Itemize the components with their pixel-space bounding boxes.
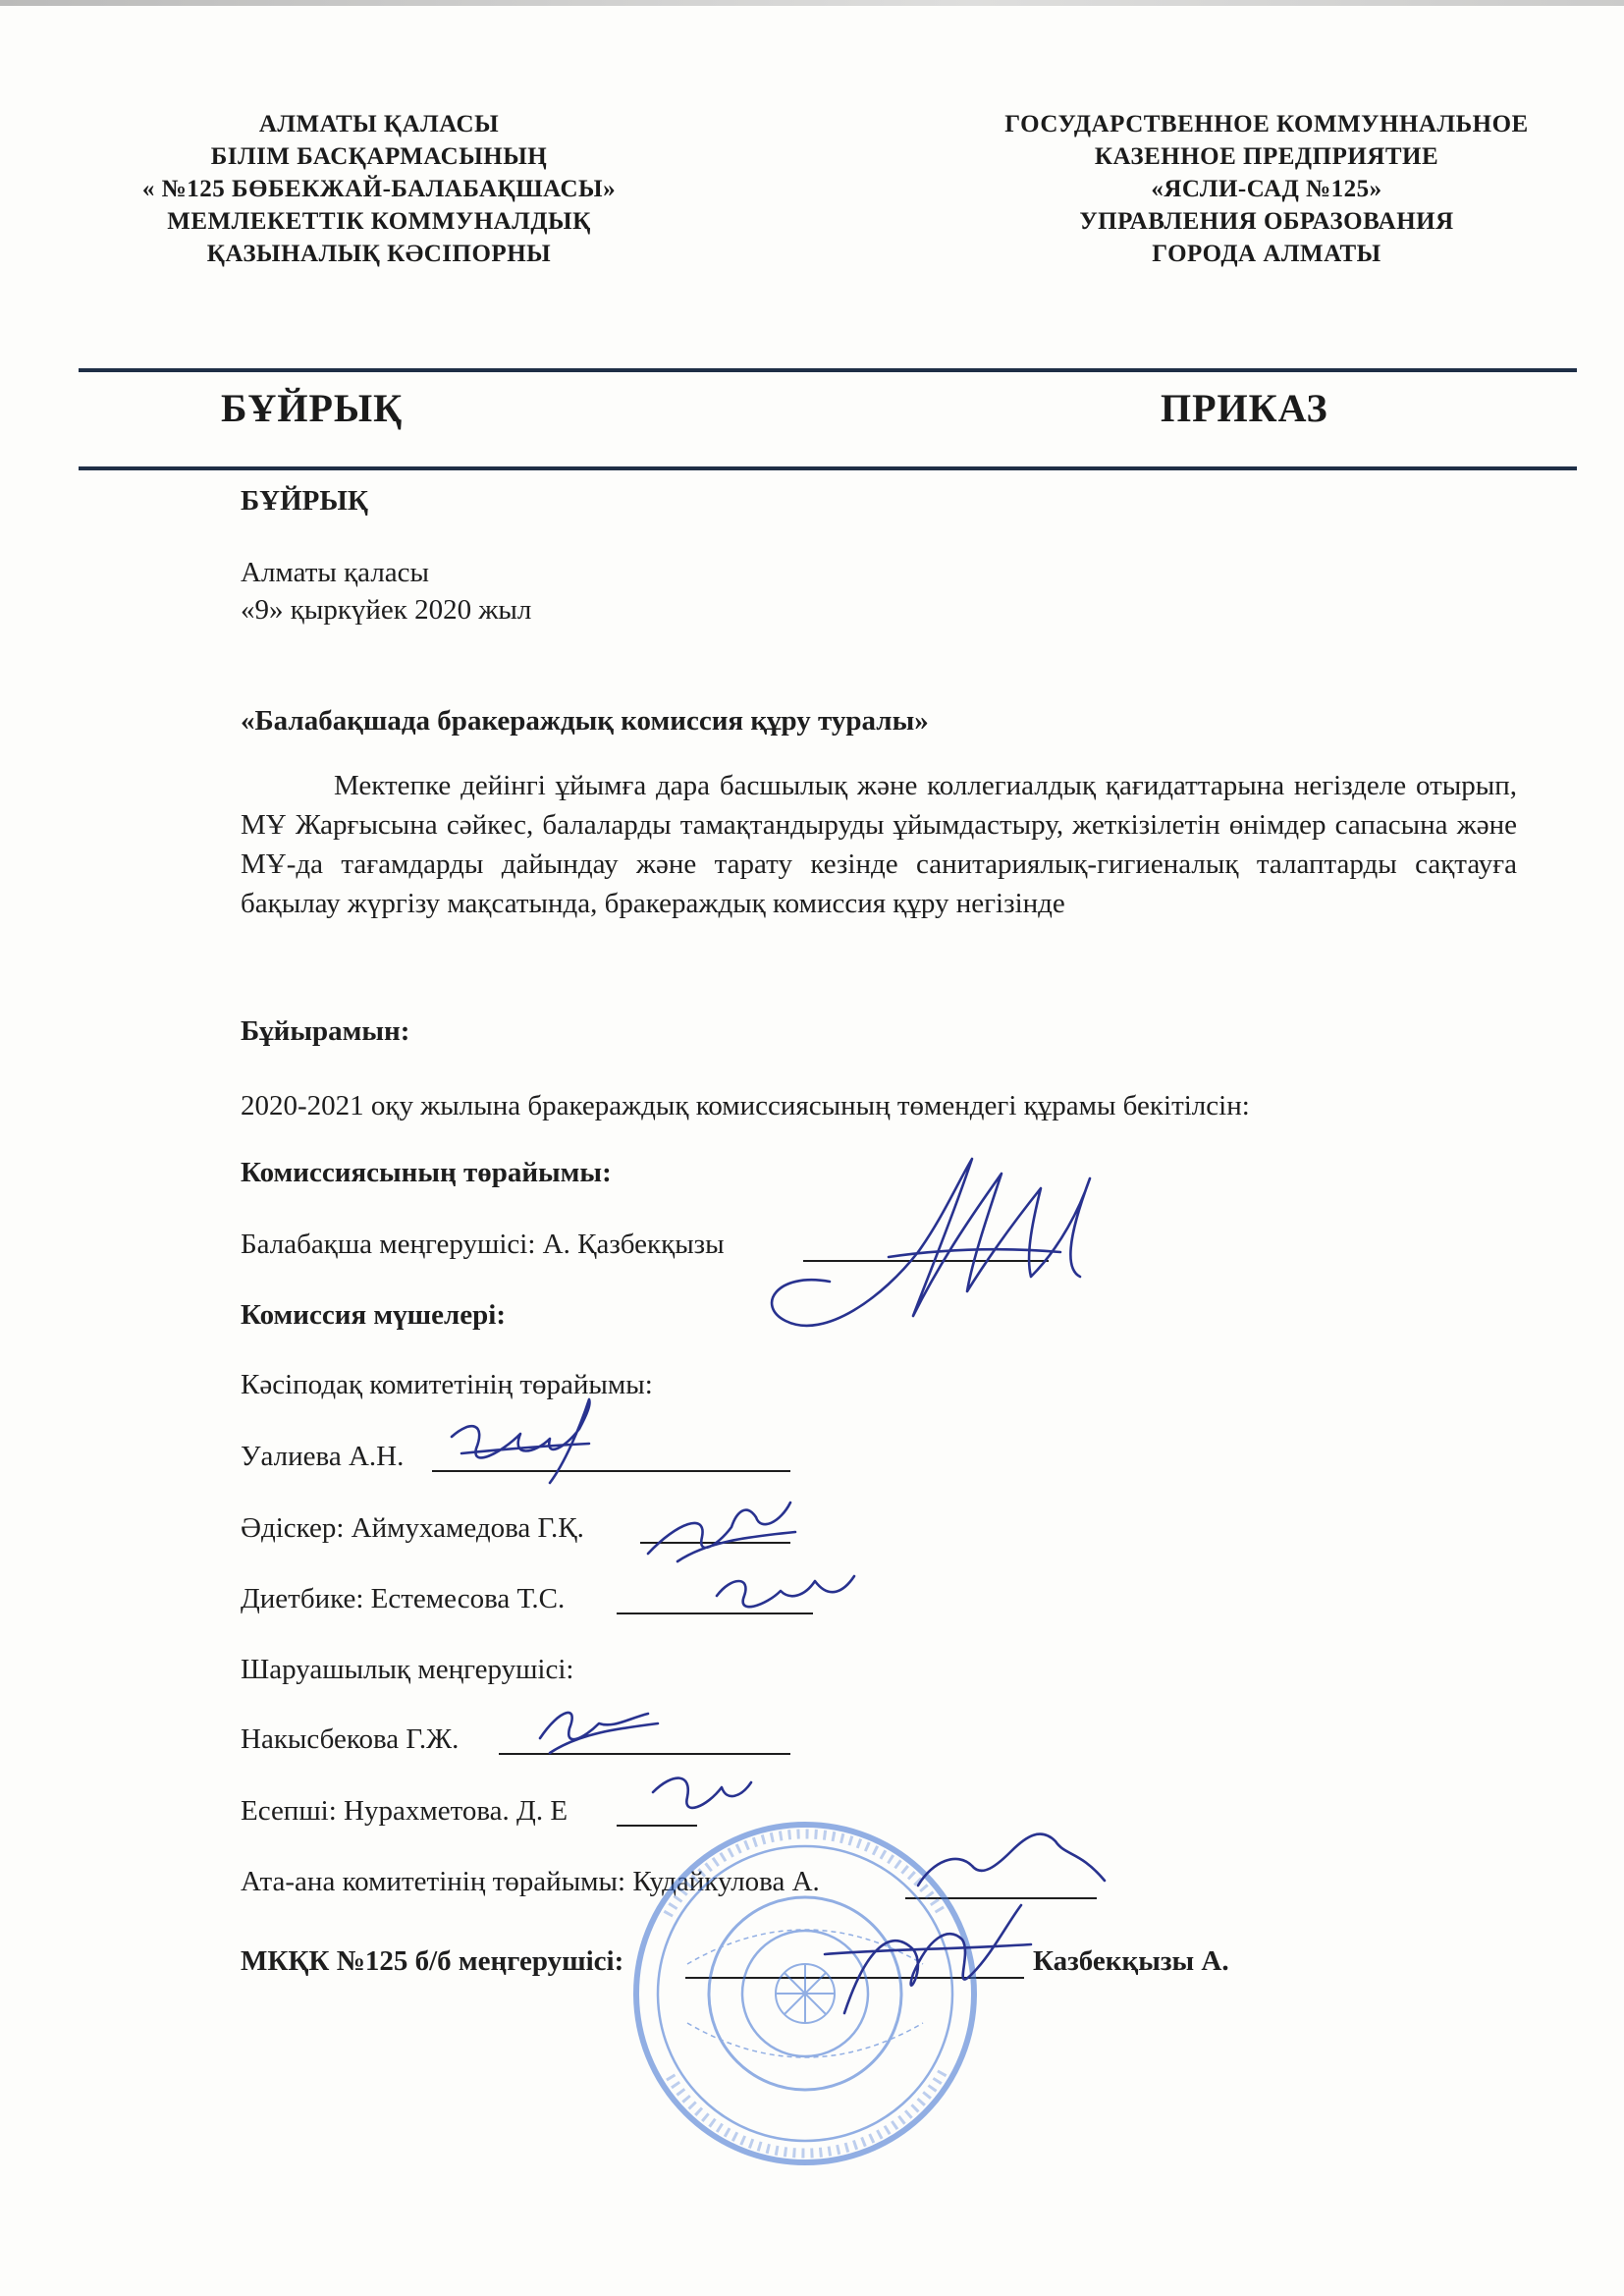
signature-line [640,1542,790,1544]
header-line: ГОРОДА АЛМАТЫ [1152,241,1381,267]
header-kazakh [75,108,683,270]
signature-line [905,1897,1097,1899]
header-line: КАЗЕННОЕ ПРЕДПРИЯТИЕ [1094,143,1439,170]
header-rule-top [79,368,1577,372]
members-heading: Комиссия мүшелері: [241,1299,506,1331]
header-line: МЕМЛЕКЕТТІК КОММУНАЛДЫҚ [167,208,591,235]
header-line: « №125 БӨБЕКЖАЙ-БАЛАБАҚШАСЫ» [141,176,617,202]
member-parent-committee: Ата-ана комитетінің төрайымы: Кудайкулова А. [241,1866,820,1897]
header-russian [962,108,1571,270]
preamble [241,766,1517,923]
preamble-text: Мектепке дейінгі ұйымға дара басшылық және коллегиалдық қағидаттарына негізделе отырып, МҰ Жарғысына сәйкес, балаларды тамақтандыруды ұйымдастыру, жеткізілетін өнімдер сапасына және МҰ-да тағамдарды дайындау және тарату кезінде санитариялық-гигиеналық талаптарды сақтауға бақылау жүргізу мақсатында, бракераждық комиссия құру негізінде [241,770,1517,919]
order-text: 2020-2021 оқу жылына бракераждық комиссиясының төмендегі құрамы бекітілсін: [241,1090,1250,1121]
header-line: ҚАЗЫНАЛЫҚ КӘСІПОРНЫ [206,241,552,267]
member-dietitian: Диетбике: Естемесова Т.С. [241,1583,566,1614]
director-name: Казбекқызы А. [1033,1945,1229,1977]
signature-line [803,1260,1049,1262]
header-line: УПРАВЛЕНИЯ ОБРАЗОВАНИЯ [1079,208,1454,235]
chair-heading: Комиссиясының төрайымы: [241,1157,612,1188]
signature-line [432,1470,790,1472]
director-label: МКҚК №125 б/б меңгерушісі: [241,1945,624,1977]
order-label-russian: ПРИКАЗ [1161,386,1328,430]
header-line: БІЛІМ БАСҚАРМАСЫНЫҢ [210,143,548,170]
member-nakysbekova: Накысбекова Г.Ж. [241,1723,460,1755]
doc-title: «Балабақшада бракераждық комиссия құру туралы» [241,705,929,737]
signature-line [617,1613,813,1614]
member-uaлиeva: Уалиева А.Н. [241,1441,405,1472]
member-methodist: Әдіскер: Аймухамедова Г.Қ. [241,1512,584,1544]
trade-union-chair: Кәсіподақ комитетінің төрайымы: [241,1369,653,1400]
doc-type: БҰЙРЫҚ [241,485,368,517]
header-rule-bottom [79,466,1577,470]
order-word: Бұйырамын: [241,1015,410,1047]
header-line: АЛМАТЫ ҚАЛАСЫ [258,111,500,137]
header-line: ГОСУДАРСТВЕННОЕ КОММУННАЛЬНОЕ [1004,111,1529,137]
member-accountant: Есепші: Нурахметова. Д. Е [241,1795,568,1827]
signature-line [499,1753,790,1755]
order-label-kazakh: БҰЙРЫҚ [221,386,404,430]
header-line: «ЯСЛИ-САД №125» [1151,176,1382,202]
date: «9» қыркүйек 2020 жыл [241,594,532,626]
signature-line [617,1825,697,1827]
city: Алматы қаласы [241,557,430,588]
chair-line: Балабақша меңгерушісі: А. Қазбекқызы [241,1229,725,1260]
member-facilities-head: Шаруашылық меңгерушісі: [241,1654,574,1685]
signature-line [685,1977,1024,1979]
scan-top-edge [0,0,1624,6]
